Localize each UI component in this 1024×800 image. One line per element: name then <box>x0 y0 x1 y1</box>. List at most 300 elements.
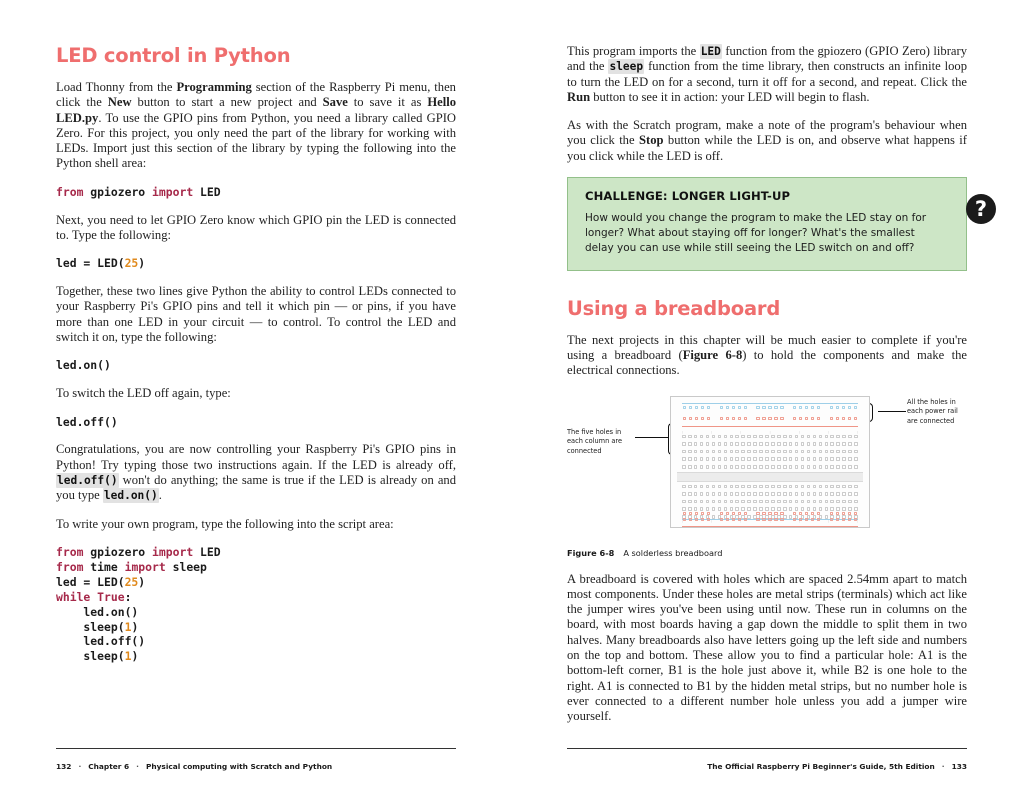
bold-text: Hello LED.py <box>56 95 456 125</box>
breadboard-hole <box>771 442 775 446</box>
rail-hole-row-red-bottom2 <box>683 518 857 525</box>
breadboard-hole <box>712 465 716 469</box>
breadboard-hole <box>789 450 793 454</box>
column-tick: | <box>711 430 713 434</box>
breadboard-hole <box>765 465 769 469</box>
breadboard-hole <box>732 406 735 409</box>
breadboard-hole <box>854 450 858 454</box>
breadboard-hole <box>712 457 716 461</box>
breadboard-hole <box>700 442 704 446</box>
breadboard-hole <box>753 492 757 496</box>
power-rail-top-red <box>680 414 860 427</box>
breadboard-hole <box>735 485 739 489</box>
terminal-row <box>682 492 858 496</box>
breadboard-hole <box>700 435 704 439</box>
breadboard-hole <box>747 485 751 489</box>
breadboard-hole <box>842 442 846 446</box>
breadboard-hole <box>753 500 757 504</box>
breadboard-hole <box>735 457 739 461</box>
breadboard-hole <box>707 417 710 420</box>
breadboard-hole <box>795 485 799 489</box>
breadboard-hole <box>819 442 823 446</box>
rail-line-red <box>682 426 858 427</box>
breadboard-hole <box>830 485 834 489</box>
breadboard-hole <box>842 512 845 515</box>
breadboard-hole <box>819 485 823 489</box>
breadboard-hole <box>744 406 747 409</box>
column-tick: | <box>857 519 858 523</box>
breadboard-hole <box>759 442 763 446</box>
code-block-led-on: led.on() <box>56 358 111 373</box>
breadboard-hole <box>795 442 799 446</box>
breadboard-hole <box>836 457 840 461</box>
breadboard-hole <box>793 518 796 521</box>
breadboard-hole <box>689 406 692 409</box>
breadboard-hole <box>848 518 851 521</box>
breadboard-hole <box>730 500 734 504</box>
breadboard-hole <box>726 406 729 409</box>
breadboard-hole <box>789 465 793 469</box>
breadboard-hole <box>718 435 722 439</box>
code-block-led-off: led.off() <box>56 414 118 429</box>
footer-separator-3: · <box>941 762 945 771</box>
breadboard-hole <box>830 457 834 461</box>
breadboard-hole <box>756 518 759 521</box>
breadboard-hole <box>695 518 698 521</box>
breadboard-hole <box>848 450 852 454</box>
breadboard-hole <box>706 457 710 461</box>
breadboard-hole <box>741 492 745 496</box>
breadboard-hole <box>811 518 814 521</box>
breadboard-hole <box>780 406 783 409</box>
breadboard-hole <box>813 500 817 504</box>
breadboard-hole <box>762 406 765 409</box>
challenge-callout <box>567 177 988 271</box>
breadboard-hole <box>694 492 698 496</box>
breadboard-hole <box>793 417 796 420</box>
paragraph-program-explanation: This program imports the LED function from the gpiozero (GPIO Zero) library and the sleep function from the time library, then constructs an infinite loop to turn the LED on for a second, turn it off for a second, and repeat. Click the Run button to see it in action: your LED will begin to flash. <box>567 44 968 104</box>
breadboard-hole <box>795 450 799 454</box>
breadboard-hole <box>830 417 833 420</box>
breadboard-hole <box>836 406 839 409</box>
breadboard-hole <box>718 492 722 496</box>
breadboard-hole <box>807 500 811 504</box>
breadboard-hole <box>756 512 759 515</box>
code-number: 1 <box>124 619 132 634</box>
breadboard-hole <box>688 457 692 461</box>
breadboard-hole <box>813 457 817 461</box>
breadboard-hole <box>807 435 811 439</box>
breadboard-hole <box>718 485 722 489</box>
breadboard-hole <box>771 457 775 461</box>
breadboard-hole <box>726 512 729 515</box>
breadboard-inner <box>676 401 864 523</box>
terminal-row <box>682 465 858 469</box>
page-title-using-breadboard: Using a breadboard <box>567 296 781 320</box>
breadboard-hole <box>718 442 722 446</box>
breadboard-hole <box>741 457 745 461</box>
inline-code: led.on() <box>103 489 158 503</box>
breadboard-hole <box>694 457 698 461</box>
paragraph-load-thonny: Load Thonny from the Programming section of the Raspberry Pi menu, then click the New button to start a new project and Save to save it as Hello LED.py. To use the GPIO pins from Python, you need a library called GPIO Zero. For this project, you only need the part of the library for working with LEDs. Import just this section of the library by typing the following into the Python shell area: <box>56 80 456 171</box>
breadboard-hole <box>795 492 799 496</box>
breadboard-hole <box>825 492 829 496</box>
breadboard-hole <box>842 492 846 496</box>
bold-text: Run <box>567 89 591 104</box>
breadboard-hole <box>724 442 728 446</box>
breadboard-hole <box>805 417 808 420</box>
breadboard-hole <box>819 450 823 454</box>
breadboard-hole <box>695 417 698 420</box>
rail-line-red-bottom <box>682 526 858 527</box>
breadboard-hole <box>744 518 747 521</box>
breadboard-hole <box>694 450 698 454</box>
breadboard-hole <box>817 512 820 515</box>
leader-line-left <box>635 437 668 438</box>
breadboard-hole <box>747 442 751 446</box>
breadboard-hole <box>720 512 723 515</box>
breadboard-hole <box>813 492 817 496</box>
breadboard-hole <box>795 435 799 439</box>
breadboard-hole <box>765 442 769 446</box>
breadboard-hole <box>759 457 763 461</box>
footer-page-number-left: 132 <box>56 762 72 771</box>
breadboard-hole <box>694 500 698 504</box>
footer-page-number-right: 133 <box>951 762 967 771</box>
breadboard-hole <box>819 457 823 461</box>
breadboard-hole <box>777 492 781 496</box>
footer-separator-1: · <box>78 762 82 771</box>
rail-hole-group <box>683 406 710 413</box>
breadboard-hole <box>688 442 692 446</box>
terminal-row <box>682 485 858 489</box>
rail-hole-group <box>830 406 857 413</box>
column-tick: | <box>740 519 742 523</box>
breadboard-hole <box>682 457 686 461</box>
breadboard-hole <box>701 417 704 420</box>
breadboard-hole <box>683 406 686 409</box>
figure-caption-text: A solderless breadboard <box>623 547 723 558</box>
rail-hole-group <box>756 406 783 413</box>
breadboard-hole <box>747 457 751 461</box>
challenge-box <box>567 177 967 271</box>
figure-breadboard <box>567 392 967 542</box>
breadboard-hole <box>817 518 820 521</box>
terminal-row <box>682 435 858 439</box>
breadboard-hole <box>771 485 775 489</box>
rail-hole-row-red <box>683 417 857 424</box>
breadboard-hole <box>683 518 686 521</box>
inline-code: led.off() <box>57 474 118 488</box>
breadboard-hole <box>741 435 745 439</box>
footer-chapter-left: Chapter 6 <box>88 762 130 771</box>
rail-hole-group <box>683 417 710 424</box>
breadboard-hole <box>799 417 802 420</box>
code-keyword: from <box>56 184 91 199</box>
breadboard-hole <box>848 457 852 461</box>
column-tick: | <box>798 519 800 523</box>
breadboard-hole <box>819 500 823 504</box>
rail-hole-group <box>756 417 783 424</box>
breadboard-hole <box>741 465 745 469</box>
breadboard-hole <box>805 512 808 515</box>
breadboard-hole <box>811 417 814 420</box>
code-block-full-program: from gpiozero import LED from time import sleep led = LED(25) while True: led.on() sleep(1) led.off() sleep(1) <box>56 544 221 664</box>
rail-hole-group <box>827 518 857 525</box>
breadboard-hole <box>712 450 716 454</box>
breadboard-hole <box>700 465 704 469</box>
breadboard-hole <box>688 485 692 489</box>
breadboard-hole <box>700 485 704 489</box>
inline-code: LED <box>700 45 721 58</box>
breadboard-hole <box>694 442 698 446</box>
breadboard-hole <box>842 417 845 420</box>
breadboard-hole <box>726 518 729 521</box>
breadboard-hole <box>817 417 820 420</box>
breadboard-hole <box>783 450 787 454</box>
breadboard-hole <box>771 465 775 469</box>
breadboard-hole <box>801 465 805 469</box>
breadboard-hole <box>783 500 787 504</box>
breadboard-hole <box>771 450 775 454</box>
breadboard-hole <box>805 406 808 409</box>
breadboard-hole <box>774 406 777 409</box>
paragraph-congratulations: Congratulations, you are now controlling your Raspberry Pi's GPIO pins in Python! Try typing those two instructions again. If the LED is already off, led.off() won't do anything; the same is true if the LED is already on and you type led.on(). <box>56 442 456 503</box>
breadboard-hole <box>720 518 723 521</box>
breadboard-hole <box>706 465 710 469</box>
breadboard-hole <box>701 512 704 515</box>
breadboard-hole <box>819 465 823 469</box>
breadboard-hole <box>753 465 757 469</box>
breadboard-hole <box>759 485 763 489</box>
breadboard-hole <box>765 435 769 439</box>
breadboard-hole <box>706 435 710 439</box>
breadboard-hole <box>689 417 692 420</box>
breadboard-hole <box>762 512 765 515</box>
breadboard-hole <box>741 485 745 489</box>
breadboard-hole <box>848 442 852 446</box>
breadboard-hole <box>830 450 834 454</box>
breadboard-hole <box>735 442 739 446</box>
paragraph-two-lines: Together, these two lines give Python the ability to control LEDs connected to your Raspberry Pi's GPIO pins and tell it which pin — or pins, if you have more than one LED in your circuit — to control. To control the LED and switch it on, type the following: <box>56 284 456 345</box>
page-title-led-control: LED control in Python <box>56 44 291 67</box>
breadboard-graphic <box>670 396 870 528</box>
breadboard-hole <box>825 485 829 489</box>
breadboard-hole <box>842 485 846 489</box>
breadboard-hole <box>789 457 793 461</box>
figure-caption <box>567 548 967 558</box>
breadboard-hole <box>688 492 692 496</box>
breadboard-hole <box>854 518 857 521</box>
rail-hole-group <box>756 518 783 525</box>
breadboard-hole <box>768 406 771 409</box>
code-keyword: import <box>124 559 173 574</box>
breadboard-hole <box>774 512 777 515</box>
breadboard-hole <box>842 450 846 454</box>
breadboard-hole <box>707 518 710 521</box>
breadboard-hole <box>724 465 728 469</box>
rail-hole-group <box>830 417 857 424</box>
breadboard-hole <box>730 492 734 496</box>
breadboard-hole <box>712 442 716 446</box>
breadboard-hole <box>738 417 741 420</box>
breadboard-hole <box>789 500 793 504</box>
breadboard-hole <box>825 465 829 469</box>
breadboard-hole <box>712 435 716 439</box>
breadboard-hole <box>724 500 728 504</box>
breadboard-hole <box>848 435 852 439</box>
breadboard-hole <box>718 450 722 454</box>
rail-hole-group <box>720 518 747 525</box>
breadboard-hole <box>836 442 840 446</box>
breadboard-hole <box>854 435 858 439</box>
breadboard-hole <box>801 500 805 504</box>
breadboard-hole <box>771 500 775 504</box>
breadboard-hole <box>854 485 858 489</box>
figure-annotation-left: The five holes in each column are connected <box>567 427 623 455</box>
breadboard-hole <box>756 406 759 409</box>
breadboard-hole <box>854 457 858 461</box>
breadboard-hole <box>836 485 840 489</box>
breadboard-hole <box>732 518 735 521</box>
breadboard-hole <box>819 492 823 496</box>
breadboard-hole <box>793 406 796 409</box>
breadboard-hole <box>759 492 763 496</box>
breadboard-hole <box>774 417 777 420</box>
rail-hole-group <box>720 406 747 413</box>
breadboard-hole <box>730 450 734 454</box>
breadboard-hole <box>795 500 799 504</box>
breadboard-hole <box>777 450 781 454</box>
breadboard-hole <box>801 457 805 461</box>
breadboard-hole <box>735 465 739 469</box>
breadboard-hole <box>700 457 704 461</box>
rail-hole-group <box>720 417 747 424</box>
breadboard-hole <box>836 435 840 439</box>
breadboard-hole <box>777 485 781 489</box>
bold-text: Save <box>322 95 348 110</box>
breadboard-hole <box>783 457 787 461</box>
breadboard-hole <box>701 518 704 521</box>
breadboard-hole <box>765 492 769 496</box>
terminal-grid-upper <box>682 435 858 469</box>
breadboard-hole <box>683 417 686 420</box>
breadboard-hole <box>707 512 710 515</box>
footer-chapter-title-left: Physical computing with Scratch and Python <box>145 762 333 771</box>
breadboard-hole <box>724 457 728 461</box>
left-column <box>56 44 456 677</box>
breadboard-hole <box>706 492 710 496</box>
breadboard-hole <box>807 485 811 489</box>
breadboard-hole <box>825 500 829 504</box>
breadboard-hole <box>720 406 723 409</box>
breadboard-hole <box>836 500 840 504</box>
breadboard-hole <box>836 450 840 454</box>
breadboard-hole <box>836 492 840 496</box>
breadboard-hole <box>801 492 805 496</box>
breadboard-hole <box>780 512 783 515</box>
breadboard-hole <box>825 435 829 439</box>
breadboard-hole <box>777 500 781 504</box>
breadboard-hole <box>744 512 747 515</box>
breadboard-hole <box>854 442 858 446</box>
paragraph-scratch-comparison: As with the Scratch program, make a note of the program's behaviour when you click the Stop button while the LED is on, and observe what happens if you click while the LED is off. <box>567 118 967 163</box>
breadboard-hole <box>799 406 802 409</box>
breadboard-hole <box>707 406 710 409</box>
breadboard-hole <box>759 435 763 439</box>
breadboard-hole <box>771 492 775 496</box>
breadboard-hole <box>706 485 710 489</box>
column-tick: | <box>711 519 713 523</box>
breadboard-hole <box>783 435 787 439</box>
code-keyword: import <box>152 184 201 199</box>
breadboard-hole <box>762 417 765 420</box>
breadboard-hole <box>799 512 802 515</box>
breadboard-hole <box>830 518 833 521</box>
footer-separator-2: · <box>136 762 139 771</box>
breadboard-hole <box>730 485 734 489</box>
footer-rule-right <box>567 748 967 749</box>
bold-text: Figure 6-8 <box>682 347 743 362</box>
right-column <box>567 44 988 738</box>
breadboard-hole <box>712 492 716 496</box>
code-block-import-led: from gpiozero import LED <box>56 184 221 199</box>
breadboard-hole <box>747 465 751 469</box>
breadboard-hole <box>836 465 840 469</box>
code-keyword: import <box>152 544 201 559</box>
code-number: 25 <box>124 574 139 589</box>
breadboard-hole <box>854 512 857 515</box>
breadboard-hole <box>682 485 686 489</box>
code-keyword: from <box>56 559 91 574</box>
breadboard-hole <box>753 457 757 461</box>
breadboard-hole <box>741 500 745 504</box>
breadboard-hole <box>747 500 751 504</box>
breadboard-hole <box>789 442 793 446</box>
breadboard-hole <box>732 417 735 420</box>
breadboard-hole <box>724 492 728 496</box>
code-block-led-25: led = LED(25) <box>56 256 146 271</box>
column-tick: | <box>827 430 829 434</box>
breadboard-hole <box>848 485 852 489</box>
breadboard-hole <box>830 512 833 515</box>
breadboard-hole <box>807 492 811 496</box>
code-number: 1 <box>124 649 132 664</box>
breadboard-hole <box>735 435 739 439</box>
paragraph-gpio-pin: Next, you need to let GPIO Zero know which GPIO pin the LED is connected to. Type the following: <box>56 212 456 242</box>
terminal-row <box>682 442 858 446</box>
breadboard-hole <box>768 518 771 521</box>
column-tick: | <box>682 519 683 523</box>
breadboard-hole <box>811 512 814 515</box>
breadboard-hole <box>854 406 857 409</box>
breadboard-hole <box>700 450 704 454</box>
breadboard-hole <box>712 485 716 489</box>
challenge-text: How would you change the program to make the LED stay on for longer? What about staying off for longer? What's the smallest delay you can use while still seeing the LED switch on and off? <box>585 212 927 255</box>
question-mark-icon: ? <box>966 194 996 224</box>
terminal-row <box>682 457 858 461</box>
breadboard-hole <box>807 465 811 469</box>
column-tick: | <box>857 430 858 434</box>
breadboard-hole <box>735 492 739 496</box>
breadboard-hole <box>795 465 799 469</box>
breadboard-hole <box>747 450 751 454</box>
breadboard-hole <box>848 465 852 469</box>
breadboard-hole <box>830 492 834 496</box>
rail-hole-group <box>683 518 713 525</box>
breadboard-hole <box>706 500 710 504</box>
breadboard-hole <box>848 417 851 420</box>
